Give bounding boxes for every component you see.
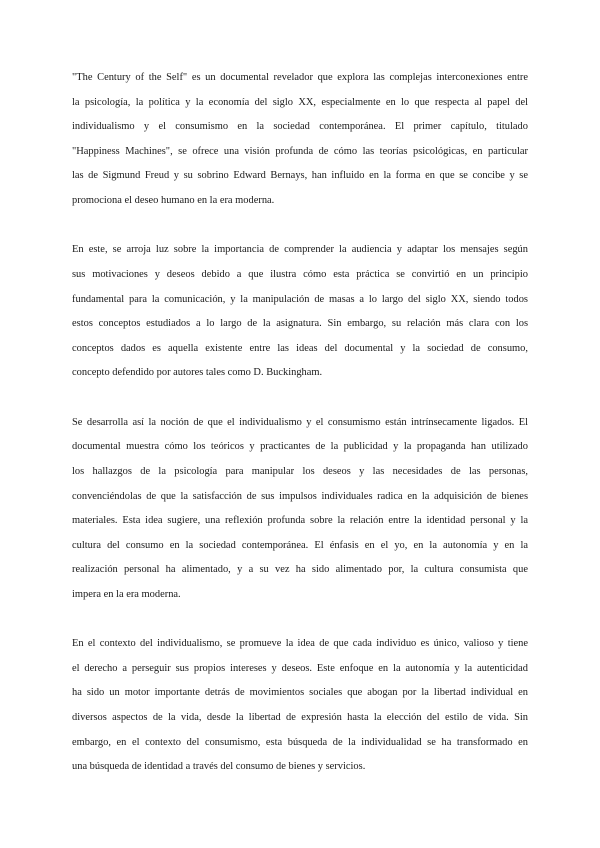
paragraph-line: el derecho a perseguir sus propios intereses y deseos. Este enfoque en la autonomía y la autenticidad (72, 662, 528, 674)
paragraph-line: realización personal ha alimentado, y a su vez ha sido alimentado por, la cultura consumista que (72, 564, 528, 576)
paragraph-line: En este, se arroja luz sobre la importancia de comprender la audiencia y adaptar los mensajes según (72, 244, 528, 256)
paragraph-line: ha sido un motor importante detrás de movimientos sociales que abogan por la libertad individual en (72, 687, 528, 699)
paragraph-line: una búsqueda de identidad a través del consumo de bienes y servicios. (72, 761, 366, 773)
paragraph-4 (72, 632, 528, 780)
paragraph-3 (72, 411, 528, 608)
paragraph-line: materiales. Esta idea sugiere, una reflexión profunda sobre la relación entre la identidad personal y la (72, 515, 528, 527)
paragraph-2 (72, 238, 528, 386)
paragraph-line: impera en la era moderna. (72, 588, 181, 600)
paragraph-line: estos conceptos estudiados a lo largo de la asignatura. Sin embargo, su relación más clara con los (72, 318, 528, 330)
document-body (72, 66, 528, 805)
paragraph-line: los hallazgos de la psicología para manipular los deseos y las necesidades de las personas, (72, 465, 528, 477)
paragraph-line: individualismo y el consumismo en la sociedad contemporánea. El primer capítulo, titulado (72, 121, 528, 133)
paragraph-line: "The Century of the Self" es un documental revelador que explora las complejas interconexiones entre (72, 72, 528, 83)
paragraph-line: concepto defendido por autores tales como D. Buckingham. (72, 367, 323, 379)
paragraph-line: diversos aspectos de la vida, desde la libertad de expresión hasta la elección del estilo de vida. Sin (72, 712, 528, 724)
paragraph-line: "Happiness Machines", se ofrece una visión profunda de cómo las teorías psicológicas, en particular (72, 145, 528, 157)
paragraph-line: las de Sigmund Freud y su sobrino Edward Bernays, han influido en la forma en que se concibe y se (72, 170, 528, 182)
paragraph-line: conceptos dados es aquella existente entre las ideas del documental y la sociedad de consumo, (72, 342, 528, 354)
paragraph-line: sus motivaciones y deseos debido a que ilustra cómo esta práctica se convirtió en un principio (72, 268, 528, 280)
paragraph-line: cultura del consumo en la sociedad contemporánea. El énfasis en el yo, en la autonomía y en la (72, 539, 528, 551)
paragraph-line: Se desarrolla así la noción de que el individualismo y el consumismo están intrínsecamente ligados. El (72, 416, 528, 428)
paragraph-line: En el contexto del individualismo, se promueve la idea de que cada individuo es único, valioso y tiene (72, 638, 528, 650)
paragraph-line: convenciéndolas de que la satisfacción de sus impulsos individuales radica en la adquisición de bienes (72, 490, 528, 502)
paragraph-line: embargo, en el contexto del consumismo, esta búsqueda de la individualidad se ha transformado en (72, 736, 528, 748)
paragraph-line: promociona el deseo humano en la era moderna. (72, 194, 275, 206)
paragraph-line: documental muestra cómo los teóricos y practicantes de la publicidad y la propaganda han utilizado (72, 441, 528, 453)
paragraph-line: fundamental para la comunicación, y la manipulación de masas a lo largo del siglo XX, siendo todos (72, 293, 528, 305)
paragraph-line: la psicología, la política y la economía del siglo XX, especialmente en lo que respecta al papel del (72, 96, 528, 108)
paragraph-1 (72, 66, 528, 214)
